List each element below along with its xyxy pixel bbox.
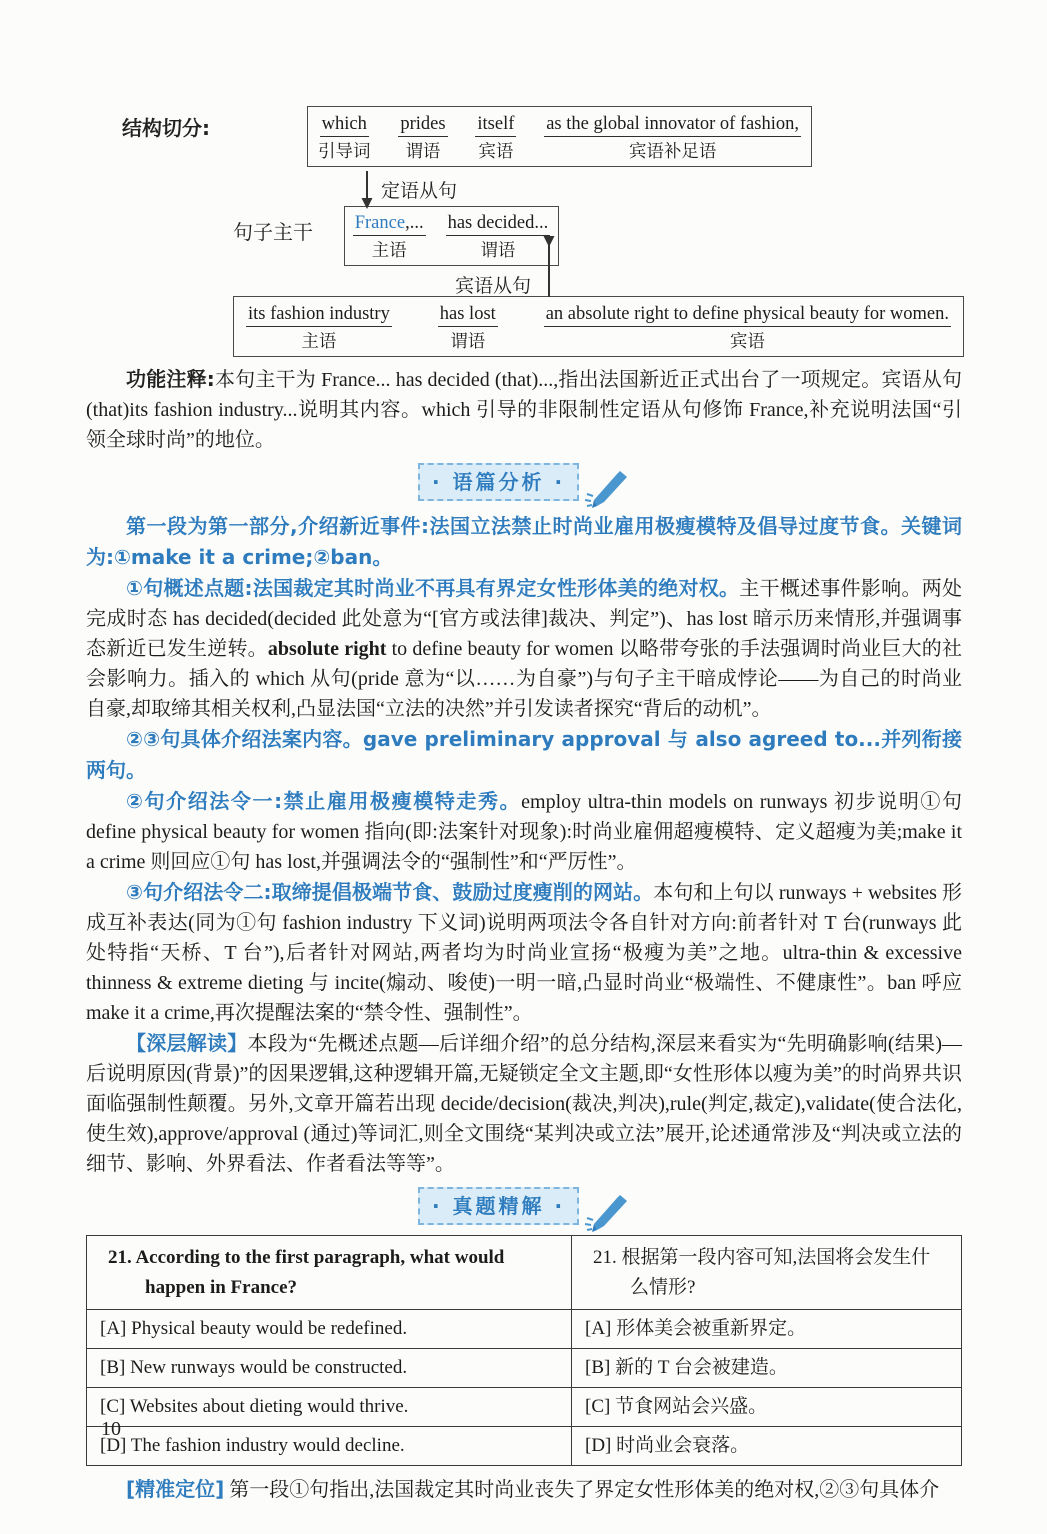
body-text: 本段为“先概述点题—后详细介绍”的总分结构,深层来看实为“先明确影响(结果)—后说明原因(背景)”的因果逻辑,这种逻辑开篇,无疑锁定全文主题,即“女性形体以瘦为美”的时尚界共识面临强制性颠覆。另外,文章开篇若出现 decide/decision(裁决,判决),rule(判定,裁定),validate(使合法化,使生效),approve/approval (通过)等词汇,则全文围绕“某判决或立法”展开,论述通常涉及“判决或立法的细节、影响、外界看法、作者看法等等”。 (86, 1033, 963, 1175)
pen-icon (584, 469, 630, 511)
precise-location-paragraph (86, 1474, 962, 1505)
structure-section-label: 结构切分: (122, 116, 210, 140)
segment-role: 谓语 (480, 240, 516, 260)
segment-role: 引导词 (318, 141, 371, 161)
table-row-question (87, 1236, 962, 1310)
clause-segment (475, 112, 516, 163)
option-b-en: [B] New runways would be constructed. (100, 1357, 408, 1378)
segment-role: 谓语 (405, 141, 441, 161)
attributive-clause-box (307, 106, 812, 167)
table-row-option-a (87, 1310, 962, 1349)
deep-interpretation-label: 【深层解读】 (126, 1031, 248, 1055)
segment-role: 谓语 (450, 331, 486, 351)
sentence-structure-diagram (0, 0, 1047, 364)
subject-ellipsis: ,... (405, 213, 424, 233)
body-text: to define beauty for women 以略带夸张的手法强调时尚业巨大的社会影响力。插入的 which 从句(pride 意为“以……为自豪”)与句子主干暗成悖论——为自己的时尚业自豪,却取缔其相关权利,凸显法国“立法的决然”并引发读者探究“背后的动机”。 (86, 638, 962, 720)
precise-location-label: [精准定位] (126, 1477, 225, 1501)
emphasis-text: absolute right (267, 638, 387, 660)
analysis-paragraph-sentence1 (86, 573, 962, 724)
subject-word-france: France (354, 213, 406, 233)
attributive-clause-label: 定语从句 (381, 181, 458, 202)
page-number: 10 (101, 1418, 121, 1440)
segment-role: 宾语补足语 (628, 141, 717, 161)
function-note-paragraph (86, 364, 962, 455)
analysis-paragraph-sentences23 (86, 724, 962, 786)
function-note-label: 功能注释: (126, 367, 215, 391)
segment-word: its fashion industry (246, 302, 392, 327)
clause-segment (544, 302, 951, 353)
highlight-text: ②句介绍法令一:禁止雇用极瘦模特走秀。 (126, 789, 522, 813)
body-text: employ ultra-thin models on runways 初步说明①句 define physical beauty for women 指向(即:法案针对现象):时尚业雇佣超瘦模特、定义超瘦为美;make it a crime 则回应①句 has lost,并强调法令的“强制性”和“严厉性”。 (86, 791, 963, 873)
section-header-discourse-analysis (86, 461, 962, 503)
option-d-en: [D] The fashion industry would decline. (100, 1435, 405, 1456)
section-title-badge: · 语篇分析 · (418, 463, 579, 501)
table-row-option-d (87, 1427, 962, 1466)
body-text: 第一段①句指出,法国裁定其时尚业丧失了界定女性形体美的绝对权,②③句具体介 (224, 1479, 940, 1501)
option-b-zh: [B] 新的 T 台会被建造。 (585, 1357, 788, 1378)
analysis-paragraph-sentence2 (86, 786, 962, 877)
segment-word: as the global innovator of fashion, (544, 112, 801, 137)
highlight-text: ②③句具体介绍法案内容。gave preliminary approval 与 also agreed to...并列衔接两句。 (86, 727, 962, 782)
predicate-segment (446, 211, 551, 262)
segment-role: 主语 (301, 331, 337, 351)
section-header-exam-questions (86, 1185, 962, 1227)
option-d-zh: [D] 时尚业会衰落。 (585, 1435, 750, 1456)
segment-word: has lost (438, 302, 498, 327)
clause-segment (246, 302, 392, 353)
clause-segment (318, 112, 371, 163)
segment-role: 宾语 (729, 331, 765, 351)
option-a-en: [A] Physical beauty would be redefined. (100, 1318, 408, 1339)
highlight-text: ③句介绍法令二:取缔提倡极端节食、鼓励过度瘦削的网站。 (126, 880, 654, 904)
object-clause-box (233, 296, 964, 357)
body-text: 本句和上句以 runways + websites 形成互补表达(同为①句 fashion industry 下义词)说明两项法令各自针对方向:前者针对 T 台(runways 此处特指“天桥、T 台”),后者针对网站,两者均为时尚业宣扬“极瘦为美”之地。ultra-thin & excessive thinness & extreme dieting 与 incite(煽动、唆使)一明一暗,凸显时尚业“极端性、不健康性”。ban 呼应 make it a crime,再次提醒法案的“禁令性、强制性”。 (86, 882, 963, 1024)
analysis-paragraph-overview (86, 511, 962, 573)
subject-segment (353, 211, 426, 262)
deep-interpretation-paragraph (86, 1028, 962, 1179)
highlight-text: 第一段为第一部分,介绍新近事件:法国立法禁止时尚业雇用极瘦模特及倡导过度节食。关键词为:①make it a crime;②ban。 (86, 514, 962, 569)
segment-role: 宾语 (478, 141, 514, 161)
table-row-option-b (87, 1349, 962, 1388)
option-c-en: [C] Websites about dieting would thrive. (100, 1396, 409, 1417)
pen-icon (584, 1193, 630, 1235)
section-title-badge: · 真题精解 · (418, 1187, 579, 1225)
main-clause-box (344, 206, 559, 266)
segment-word: prides (398, 112, 447, 137)
segment-word: itself (475, 112, 516, 137)
analysis-paragraph-sentence3 (86, 877, 962, 1028)
clause-segment (544, 112, 801, 163)
question-21-table (86, 1235, 962, 1466)
question-en: 21. According to the first paragraph, what would happen in France? (108, 1247, 505, 1298)
main-clause-label: 句子主干 (233, 222, 313, 244)
segment-word: an absolute right to define physical beauty for women. (544, 302, 951, 327)
clause-segment (398, 112, 447, 163)
body-text: 主干概述事件影响。两处完成时态 has decided(decided 此处意为“[官方或法律]裁决、判定”)、has lost 暗示历来情形,并强调事态新近已发生逆转。 (86, 578, 962, 660)
object-clause-label: 宾语从句 (455, 276, 532, 297)
table-row-option-c (87, 1388, 962, 1427)
question-zh: 21. 根据第一段内容可知,法国将会发生什么情形? (593, 1247, 931, 1298)
segment-word: has decided... (446, 211, 551, 236)
highlight-text: ①句概述点题:法国裁定其时尚业不再具有界定女性形体美的绝对权。 (126, 576, 740, 600)
segment-role: 主语 (371, 240, 407, 260)
clause-segment (438, 302, 498, 353)
function-note-text: 本句主干为 France... has decided (that)...,指出法国新近正式出台了一项规定。宾语从句(that)its fashion industry...说明其内容。which 引导的非限制性定语从句修饰 France,补充说明法国“引领全球时尚”的地位。 (86, 369, 963, 451)
analysis-flow (86, 364, 962, 1505)
option-c-zh: [C] 节食网站会兴盛。 (585, 1396, 768, 1417)
option-a-zh: [A] 形体美会被重新界定。 (585, 1318, 807, 1339)
segment-word: which (320, 112, 369, 137)
